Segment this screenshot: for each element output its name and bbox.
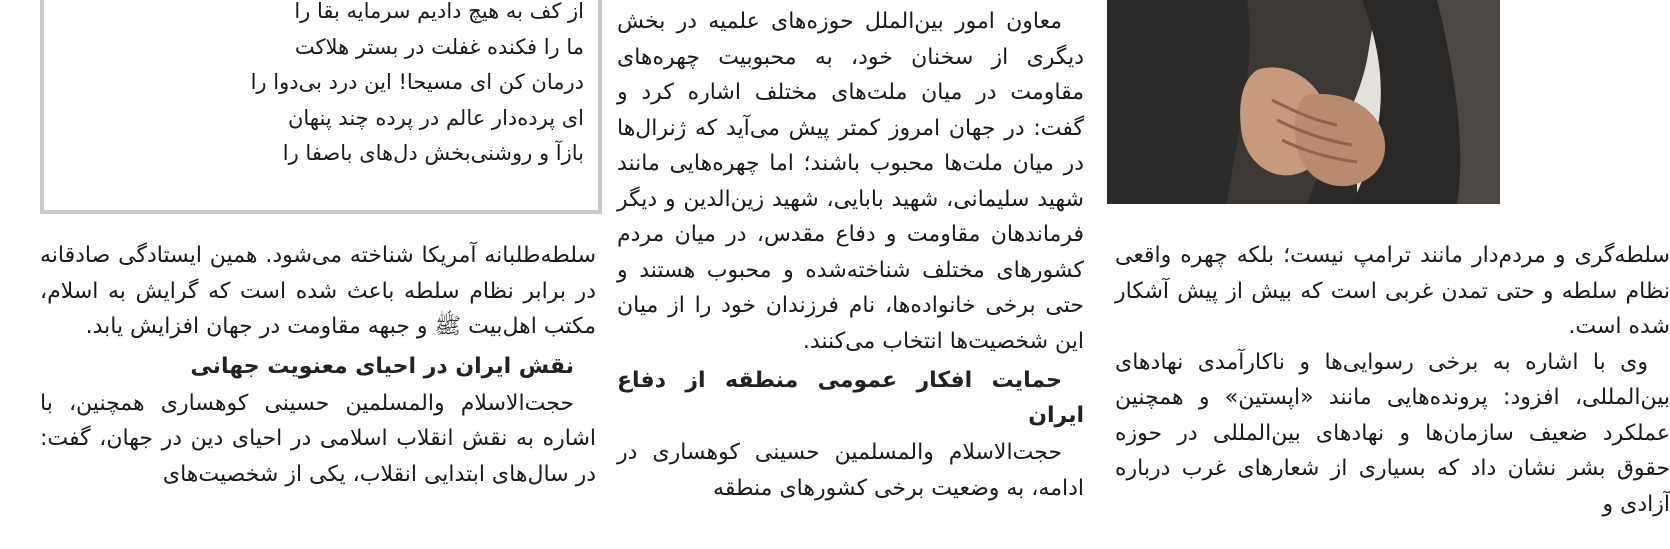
right-column xyxy=(1115,238,1670,522)
poem-line: ما را فکنده غفلت در بستر هلاکت xyxy=(294,34,584,59)
middle-column xyxy=(617,4,1084,506)
poem-lines xyxy=(54,0,584,172)
right-column-clip xyxy=(1110,238,1670,549)
poem-line: ای پرده‌دار عالم در پرده چند پنهان xyxy=(287,105,584,130)
paragraph: سلطه‌گری و مردم‌دار مانند ترامپ نیست؛ بلکه چهره واقعی نظام سلطه و حتی تمدن غربی است که بیش از پیش آشکار شده است. xyxy=(1115,243,1670,339)
poem-line: درمان کن ای مسیحا! این درد بی‌دوا را xyxy=(250,70,584,94)
section-heading: نقش ایران در احیای معنویت جهانی xyxy=(190,353,574,379)
section-heading: حمایت افکار عمومی منطقه از دفاع ایران xyxy=(617,368,1084,428)
paragraph: سلطه‌طلبانه آمریکا شناخته می‌شود. همین ایستادگی صادقانه در برابر نظام سلطه باعث شده است که گرایش به اسلام، مکتب اهل‌بیت ﷺ و جبهه مقاومت در جهان افزایش یابد. xyxy=(40,243,596,339)
poem-box xyxy=(40,0,602,214)
poem-line: بازآ و روشنی‌بخش دل‌های باصفا را xyxy=(282,141,584,165)
paragraph: وی با اشاره به برخی رسوایی‌ها و ناکارآمدی نهادهای بین‌المللی، افزود: پرونده‌هایی مانند «اپستین» و همچنین عملکرد ضعیف سازمان‌ها و نهادهای بین‌المللی در حوزه حقوق بشر نشان داد که بسیاری از شعارهای غرب درباره آزادی و xyxy=(1115,349,1670,517)
left-column xyxy=(40,238,596,492)
poem-line: از کف به هیچ دادیم سرمایه بقا را xyxy=(294,0,584,23)
cleric-photo-illustration xyxy=(1107,0,1500,204)
paragraph: حجت‌الاسلام والمسلمین حسینی کوهساری در ادامه، به وضعیت برخی کشورهای منطقه xyxy=(617,440,1084,501)
cleric-photo xyxy=(1107,0,1500,204)
paragraph: حجت‌الاسلام والمسلمین حسینی کوهساری همچنین، با اشاره به نقش انقلاب اسلامی در احیای دین در جهان، گفت: در سال‌های ابتدایی انقلاب، یکی از شخصیت‌های xyxy=(40,390,596,487)
paragraph: معاون امور بین‌الملل حوزه‌های علمیه در بخش دیگری از سخنان خود، به محبوبیت چهره‌های مقاومت در میان ملت‌های مختلف اشاره کرد و گفت: در جهان امروز کمتر پیش می‌آید که ژنرال‌ها در میان ملت‌ها محبوب باشند؛ اما چهره‌هایی مانند شهید سلیمانی، شهید بابایی، شهید زین‌الدین و دیگر فرماندهان مقاومت و دفاع مقدس، در میان مردم کشورهای مختلف شناخته‌شده و محبوب هستند و حتی برخی خانواده‌ها، نام فرزندان خود را از میان این شخصیت‌ها انتخاب می‌کنند. xyxy=(617,9,1084,354)
